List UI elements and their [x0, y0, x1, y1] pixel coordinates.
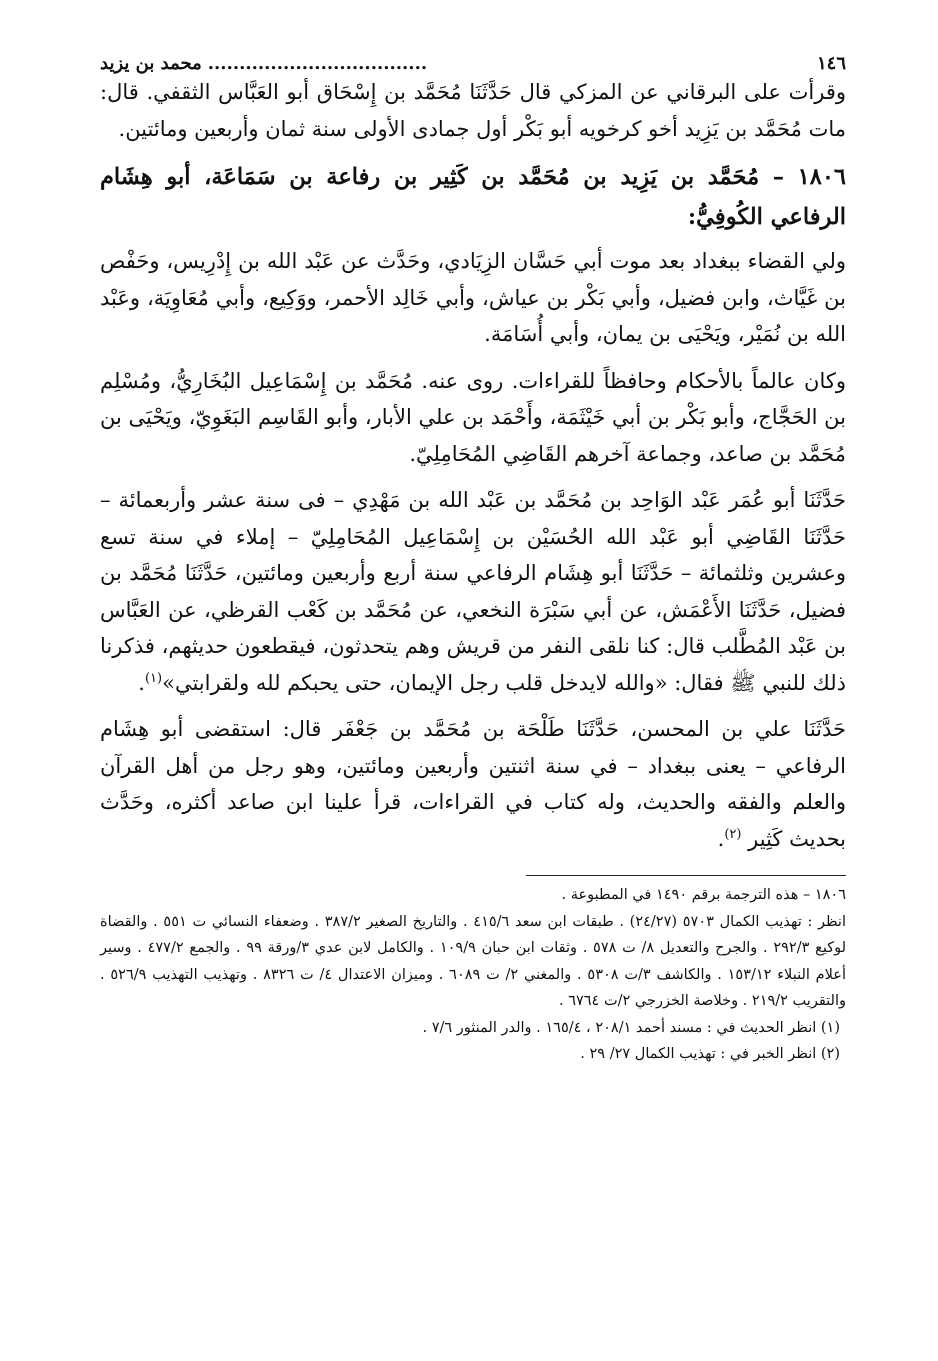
footnote-entry-number: ١٨٠٦ – هذه الترجمة برقم ١٤٩٠ في المطبوعة . — [561, 887, 846, 903]
footnote-2: (٢) انظر الخبر في : تهذيب الكمال ٢٧/ ٢٩ . — [580, 1046, 840, 1062]
footnote-sources: انظر : تهذيب الكمال ٥٧٠٣ (٢٤/٢٧) . طبقات ابن سعد ٤١٥/٦ . والتاريخ الصغير ٣٨٧/٢ . وضعفاء النسائي ت ٥٥١ . والقضاة لوكيع ٢٩٢/٣ . والجرح والتعديل ٨/ ت ٥٧٨ . وثقات ابن حبان ١٠٩/٩ . والكامل لابن عدي ٣/ورقة ٩٩ . والجمع ٤٧٧/٢ . وسير أعلام النبلاء ١٥٣/١٢ . والكاشف ٣/ت ٥٣٠٨ . والمغني ٢/ ت ٦٠٨٩ . وميزان الاعتدال ٤/ ت ٨٣٢٦ . وتهذيب التهذيب ٥٢٦/٩ . والتقريب ٢١٩/٢ . وخلاصة الخزرجي ٢/ت ٦٧٦٤ . — [100, 913, 847, 1009]
footnote-divider — [526, 875, 846, 876]
book-page — [100, 40, 846, 1341]
page-header — [100, 40, 846, 74]
leader-dots: ................................... — [207, 53, 428, 74]
paragraph-3: وكان عالماً بالأحكام وحافظاً للقراءات. روى عنه. مُحَمَّد بن إِسْمَاعِيل البُخَارِيُّ، ومُسْلِم بن الحَجَّاج، وأبو بَكْر بن أبي خَيْثَمَة، وأَحْمَد بن علي الأبار، وأبو القَاسِم البَغَوِيّ، ويَحْيَى بن مُحَمَّد بن صاعد، وجماعة آخرهم القَاضِي المُحَامِلِيّ. — [100, 368, 846, 466]
paragraph-5-text: حَدَّثَنَا علي بن المحسن، حَدَّثَنَا طَلْحَة بن مُحَمَّد بن جَعْفَر قال: استقضى أبو هِشَام الرفاعي – يعنى ببغداد – في سنة اثنتين وأربعين ومائتين، وهو رجل من أهل القرآن والعلم والفقه والحديث، وله كتاب في القراءات، قرأ علينا ابن صاعد أكثره، وحَدَّث بحديث كَثِير — [100, 717, 846, 851]
running-title: محمد بن يزيد — [100, 53, 202, 74]
paragraph-2: ولي القضاء ببغداد بعد موت أبي حَسَّان الزِيَادي، وحَدَّث عن عَبْد الله بن إِدْرِيس، وحَفْص بن غَيَّاث، وابن فضيل، وأبي بَكْر بن عياش، وأبي خَالِد الأحمر، ووَكِيع، وأبي مُعَاوِيَة، وعَبْد الله بن نُمَيْر، ويَحْيَى بن يمان، وأبي أُسَامَة. — [100, 249, 846, 346]
paragraph-5: حَدَّثَنَا علي بن المحسن، حَدَّثَنَا طَلْحَة بن مُحَمَّد بن جَعْفَر قال: استقضى أبو هِشَام الرفاعي – يعنى ببغداد – في سنة اثنتين وأربعين ومائتين، وهو رجل من أهل القرآن والعلم والفقه والحديث، وله كتاب في القراءات، قرأ علينا ابن صاعد أكثره، وحَدَّث بحديث كَثِير $^{(٢)}$. — [100, 717, 846, 851]
footnotes — [100, 882, 846, 1068]
footnote-ref-2: (٢) — [724, 826, 742, 842]
paragraph-4-text: حَدَّثَنَا أبو عُمَر عَبْد الوَاحِد بن مُحَمَّد بن عَبْد الله بن مَهْدِي – فى سنة عشر وأربعمائة – حَدَّثَنَا القَاضِي أبو عَبْد الله الحُسَيْن بن إِسْمَاعِيل المُحَامِلِيّ – إملاء في سنة تسع وعشرين وثلثمائة – حَدَّثَنَا أبو هِشَام الرفاعي سنة أربع وأربعين ومائتين، حَدَّثَنَا مُحَمَّد بن فضيل، حَدَّثَنَا الأَعْمَش، عن أبي سَبْرَة النخعي، عن مُحَمَّد بن كَعْب القرظي، عن العَبَّاس بن عَبْد المُطَّلب قال: كنا نلقى النفر من قريش وهم يتحدثون، فيقطعون حديثهم، فذكرنا ذلك للنبي ﷺ فقال: «والله لايدخل قلب رجل الإيمان، حتى يحبكم لله ولقرابتي» — [100, 488, 846, 695]
paragraph-4: حَدَّثَنَا أبو عُمَر عَبْد الوَاحِد بن مُحَمَّد بن عَبْد الله بن مَهْدِي – فى سنة عشر وأربعمائة – حَدَّثَنَا القَاضِي أبو عَبْد الله الحُسَيْن بن إِسْمَاعِيل المُحَامِلِيّ – إملاء في سنة تسع وعشرين وثلثمائة – حَدَّثَنَا أبو هِشَام الرفاعي سنة أربع وأربعين ومائتين، حَدَّثَنَا مُحَمَّد بن فضيل، حَدَّثَنَا الأَعْمَش، عن أبي سَبْرَة النخعي، عن مُحَمَّد بن كَعْب القرظي، عن العَبَّاس بن عَبْد المُطَّلب قال: كنا نلقى النفر من قريش وهم يتحدثون، فيقطعون حديثهم، فذكرنا ذلك للنبي ﷺ فقال: «والله لايدخل قلب رجل الإيمان، حتى يحبكم لله ولقرابتي»$^{(١)}$. — [100, 488, 846, 695]
entry-heading: ١٨٠٦ – مُحَمَّد بن يَزِيد بن مُحَمَّد بن كَثِير بن رفاعة بن سَمَاعَة، أبو هِشَام الرفاعي الكُوفِيُّ: — [100, 164, 846, 230]
paragraph-1: وقرأت على البرقاني عن المزكي قال حَدَّثَنَا مُحَمَّد بن إِسْحَاق أبو العَبَّاس الثقفي. قال: مات مُحَمَّد بن يَزِيد أخو كرخويه أبو بَكْر أول جمادى الأولى سنة ثمان وأربعين ومائتين. — [100, 80, 846, 141]
footnote-1: (١) انظر الحديث في : مسند أحمد ٢٠٨/١ ، ١٦٥/٤ . والدر المنثور ٧/٦ . — [422, 1019, 840, 1036]
page-number: ١٤٦ — [816, 53, 846, 74]
footnote-ref-1: (١) — [144, 670, 163, 686]
running-header — [100, 53, 817, 74]
